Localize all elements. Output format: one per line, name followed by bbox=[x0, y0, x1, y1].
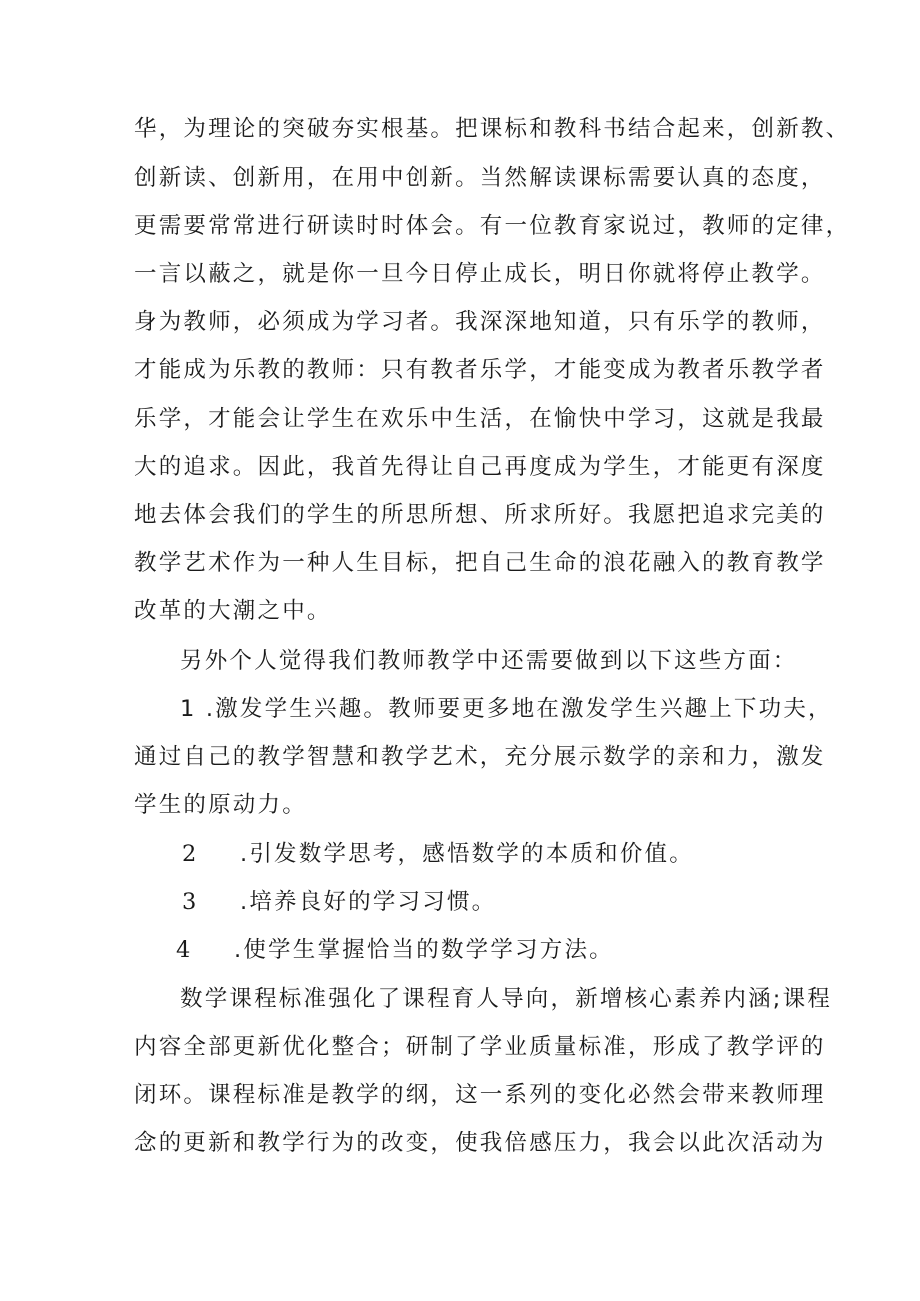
paragraph-line: 大的追求。因此，我首先得让自己再度成为学生，才能更有深度 bbox=[134, 454, 826, 480]
paragraph-line: 改革的大潮之中。 bbox=[134, 598, 332, 624]
paragraph-line: 闭环。课程标准是教学的纲，这一系列的变化必然会带来教师理 bbox=[134, 1082, 826, 1108]
paragraph-line: 更需要常常进行研读时时体会。有一位教育家说过，教师的定律， bbox=[134, 213, 851, 239]
list-item-3: .培养良好的学习习惯。 bbox=[240, 889, 497, 915]
paragraph-line: 华，为理论的突破夯实根基。把课标和教科书结合起来，创新教、 bbox=[134, 116, 851, 142]
paragraph-line: 内容全部更新优化整合；研制了学业质量标准，形成了教学评的 bbox=[134, 1034, 826, 1060]
paragraph-line: 一言以蔽之，就是你一旦今日停止成长，明日你就将停止教学。 bbox=[134, 261, 826, 287]
paragraph-line: 教学艺术作为一种人生目标，把自己生命的浪花融入的教育教学 bbox=[134, 550, 826, 576]
list-item-2: .引发数学思考，感悟数学的本质和价值。 bbox=[240, 841, 694, 867]
paragraph-line: 身为教师，必须成为学习者。我深深地知道，只有乐学的教师， bbox=[134, 309, 826, 335]
paragraph-line: 地去体会我们的学生的所思所想、所求所好。我愿把追求完美的 bbox=[134, 502, 826, 528]
list-item-1-line: 学生的原动力。 bbox=[134, 792, 307, 818]
paragraph-intro: 另外个人觉得我们教师教学中还需要做到以下这些方面： bbox=[180, 648, 798, 674]
paragraph-line: 念的更新和教学行为的改变，使我倍感压力，我会以此次活动为 bbox=[134, 1130, 826, 1156]
list-item-1-line: 通过自己的教学智慧和教学艺术，充分展示数学的亲和力，激发 bbox=[134, 744, 826, 770]
list-number-2: 2 bbox=[182, 841, 197, 867]
paragraph-line: 才能成为乐教的教师：只有教者乐学，才能变成为教者乐教学者 bbox=[134, 357, 826, 383]
list-number-4: 4 bbox=[176, 937, 191, 963]
paragraph-line: 乐学，才能会让学生在欢乐中生活，在愉快中学习，这就是我最 bbox=[134, 406, 826, 432]
list-item-4: .使学生掌握恰当的数学学习方法。 bbox=[234, 937, 614, 963]
paragraph-line: 创新读、创新用，在用中创新。当然解读课标需要认真的态度， bbox=[134, 165, 826, 191]
list-number-3: 3 bbox=[182, 889, 197, 915]
paragraph-line: 数学课程标准强化了课程育人导向，新增核心素养内涵;课程 bbox=[180, 986, 832, 1012]
list-item-1: 1 .激发学生兴趣。教师要更多地在激发学生兴趣上下功夫， bbox=[180, 696, 833, 722]
